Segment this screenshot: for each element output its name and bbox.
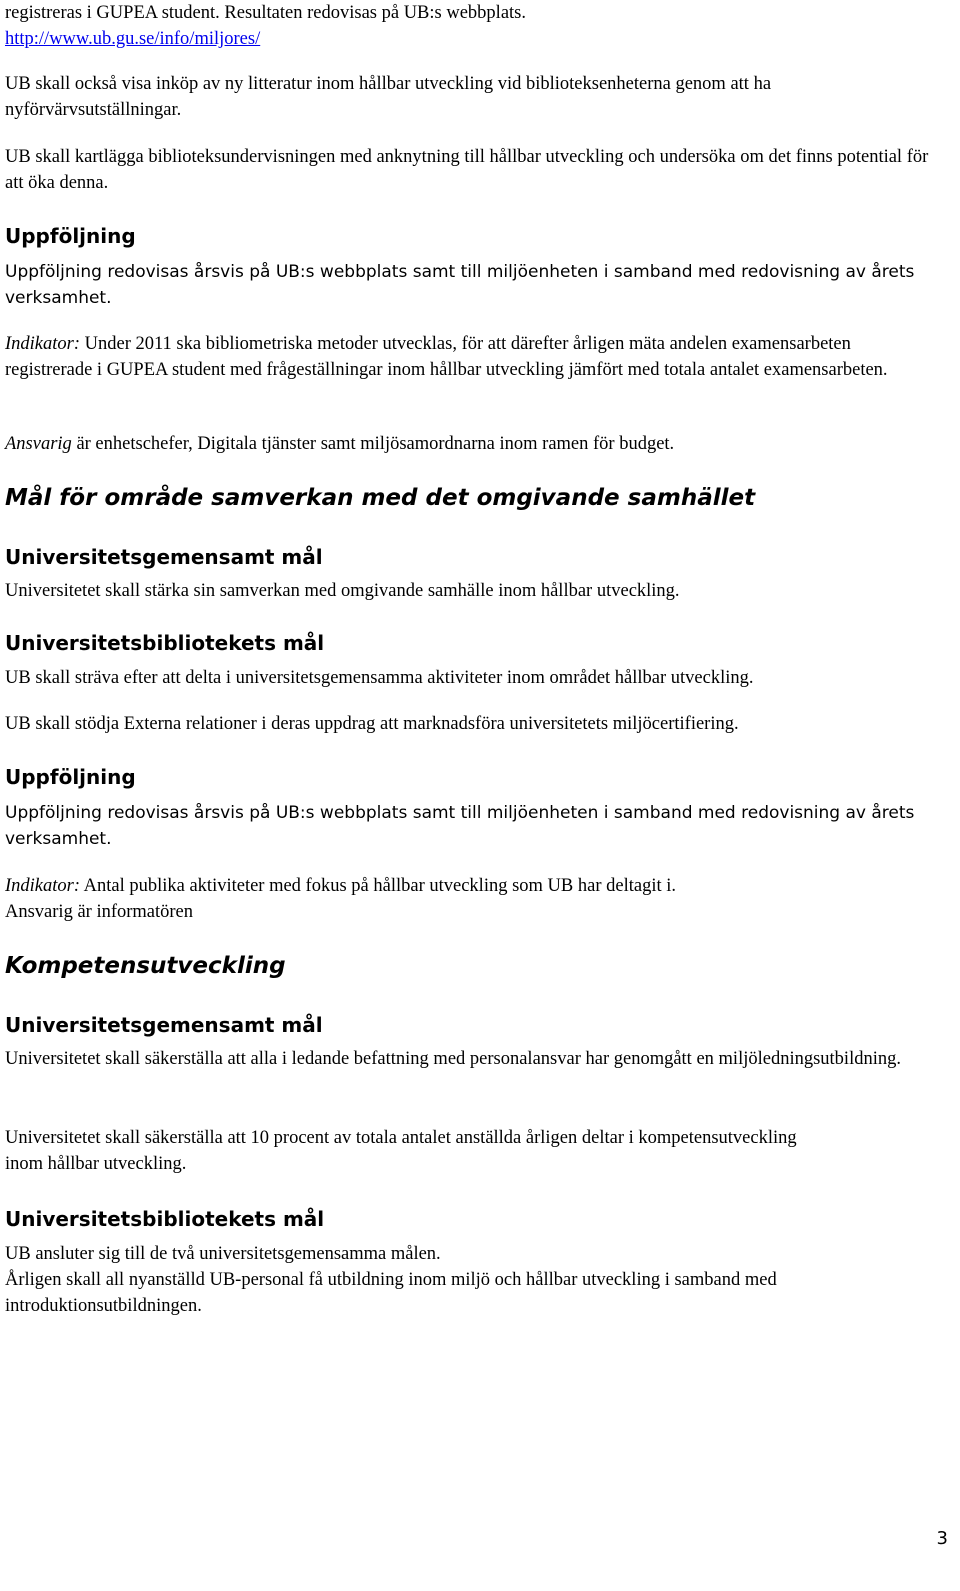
paragraph-ub-samverkan-1: UB skall sträva efter att delta i universitetsgemensamma aktiviteter inom området hållbar utveckling.	[5, 668, 754, 688]
paragraph-uppfoljning-1: Uppföljning redovisas årsvis på UB:s webbplats samt till miljöenheten i samband med redovisning av årets verksamhet.	[5, 262, 915, 308]
heading-ub-mal-samverkan: Universitetsbibliotekets mål	[5, 631, 325, 655]
ansvarig-label: Ansvarig	[5, 434, 72, 454]
heading-uppfoljning-2: Uppföljning	[5, 765, 136, 789]
paragraph-univ-kompetens-1: Universitetet skall säkerställa att alla i ledande befattning med personalansvar har genomgått en miljöledningsutbildning.	[5, 1049, 901, 1069]
page-number: 3	[936, 1528, 948, 1549]
indikator-block-2	[5, 873, 945, 925]
paragraph-univ-samverkan: Universitetet skall stärka sin samverkan med omgivande samhälle inom hållbar utveckling.	[5, 581, 680, 601]
intro-block	[5, 0, 945, 52]
paragraph-uppfoljning-2: Uppföljning redovisas årsvis på UB:s webbplats samt till miljöenheten i samband med redovisning av årets verksamhet.	[5, 803, 915, 849]
heading-univ-mal-kompetens: Universitetsgemensamt mål	[5, 1013, 323, 1037]
paragraph-univ-kompetens-2: Universitetet skall säkerställa att 10 procent av totala antalet anställda årligen deltar i kompetensutveckling inom hållbar utveckling.	[5, 1128, 797, 1174]
paragraph-ub-samverkan-2: UB skall stödja Externa relationer i deras uppdrag att marknadsföra universitetets miljöcertifiering.	[5, 714, 739, 734]
indikator-label: Indikator:	[5, 876, 81, 896]
heading-samverkan: Mål för område samverkan med det omgivande samhället	[5, 485, 756, 511]
paragraph-ub-kompetens-2: Årligen skall all nyanställd UB-personal få utbildning inom miljö och hållbar utveckling i samband med introduktionsutbildningen.	[5, 1270, 777, 1316]
indikator-text: Antal publika aktiviteter med fokus på hållbar utveckling som UB har deltagit i.	[80, 876, 676, 896]
heading-ub-mal-kompetens: Universitetsbibliotekets mål	[5, 1207, 325, 1231]
ub-kompetens-block	[5, 1241, 930, 1319]
indikator-label: Indikator:	[5, 334, 81, 354]
intro-line: registreras i GUPEA student. Resultaten redovisas på UB:s webbplats.	[5, 3, 526, 23]
paragraph-indikator-2	[5, 873, 945, 899]
heading-uppfoljning-1: Uppföljning	[5, 224, 136, 248]
paragraph-ansvarig-1	[5, 431, 945, 457]
paragraph-ansvarig-2: Ansvarig är informatören	[5, 902, 194, 922]
heading-univ-mal-samverkan: Universitetsgemensamt mål	[5, 545, 323, 569]
paragraph-kartlagga: UB skall kartlägga biblioteksundervisningen med anknytning till hållbar utveckling och undersöka om det finns potential för att öka denna.	[5, 147, 929, 193]
paragraph-indikator-1	[5, 331, 935, 383]
ansvarig-text: är enhetschefer, Digitala tjänster samt miljösamordnarna inom ramen för budget.	[71, 434, 675, 454]
paragraph-ub-kompetens-1: UB ansluter sig till de två universitetsgemensamma målen.	[5, 1244, 441, 1264]
miljores-link[interactable]: http://www.ub.gu.se/info/miljores/	[5, 29, 261, 49]
heading-kompetensutveckling: Kompetensutveckling	[5, 953, 286, 979]
paragraph-inkop: UB skall också visa inköp av ny litteratur inom hållbar utveckling vid biblioteksenheterna genom att ha nyförvärvsutställningar.	[5, 74, 772, 120]
indikator-text: Under 2011 ska bibliometriska metoder utvecklas, för att därefter årligen mäta andelen examensarbeten registrerade i GUPEA student med frågeställningar inom hållbar utveckling jämfört med totala antalet examensarbeten.	[5, 334, 888, 380]
